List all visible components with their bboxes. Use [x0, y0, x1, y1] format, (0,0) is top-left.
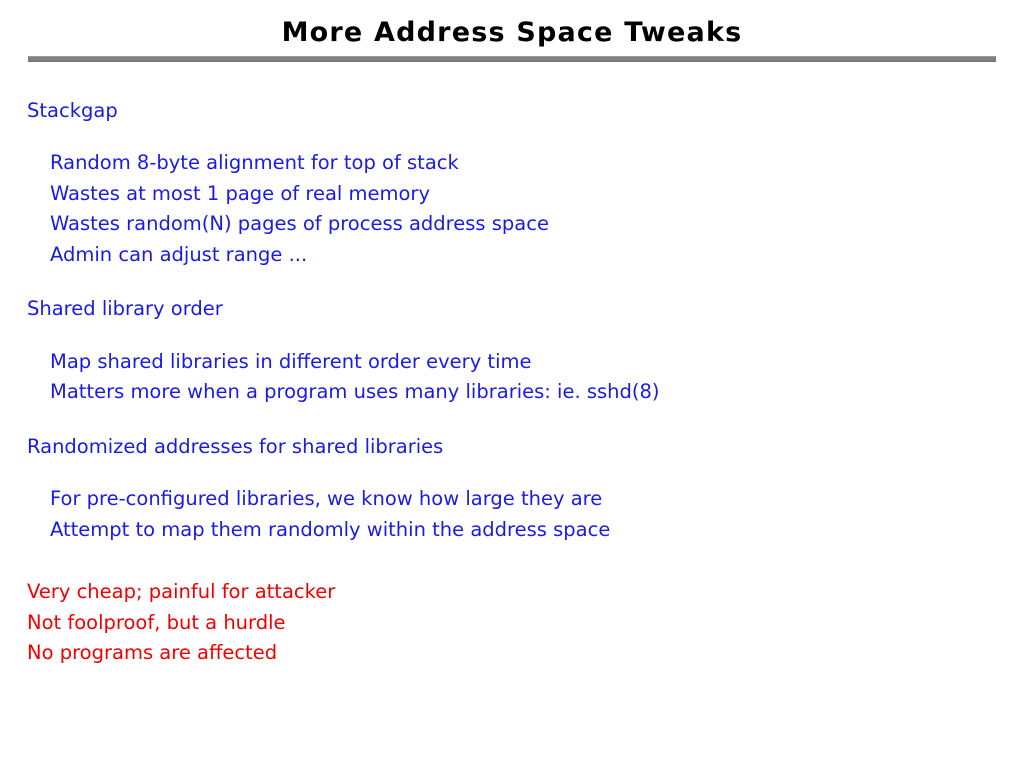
spacer	[0, 325, 1024, 347]
section-heading-randomized-addresses: Randomized addresses for shared libraries	[27, 434, 444, 458]
conclusion-item: No programs are affected	[27, 641, 278, 665]
list-item: Random 8-byte alignment for top of stack	[50, 151, 459, 175]
spacer	[0, 462, 1024, 484]
list-item: Map shared libraries in different order every time	[50, 349, 532, 373]
spacer	[0, 270, 1024, 294]
conclusion-item: Not foolproof, but a hurdle	[27, 610, 286, 634]
spacer	[0, 408, 1024, 432]
list-item: Attempt to map them randomly within the address space	[50, 517, 611, 541]
slide-body	[0, 62, 1024, 669]
spacer	[0, 126, 1024, 148]
section-heading-shared-library-order: Shared library order	[27, 297, 223, 321]
spacer	[0, 545, 1024, 577]
list-item: For pre-configured libraries, we know how large they are	[50, 487, 603, 511]
list-item: Admin can adjust range ...	[50, 242, 308, 266]
section-heading-stackgap: Stackgap	[27, 98, 118, 122]
list-item: Wastes random(N) pages of process address space	[50, 212, 549, 236]
conclusion-item: Very cheap; painful for attacker	[27, 580, 336, 604]
list-item: Matters more when a program uses many libraries: ie. sshd(8)	[50, 380, 660, 404]
list-item: Wastes at most 1 page of real memory	[50, 181, 430, 205]
page-title: More Address Space Tweaks	[281, 17, 743, 48]
